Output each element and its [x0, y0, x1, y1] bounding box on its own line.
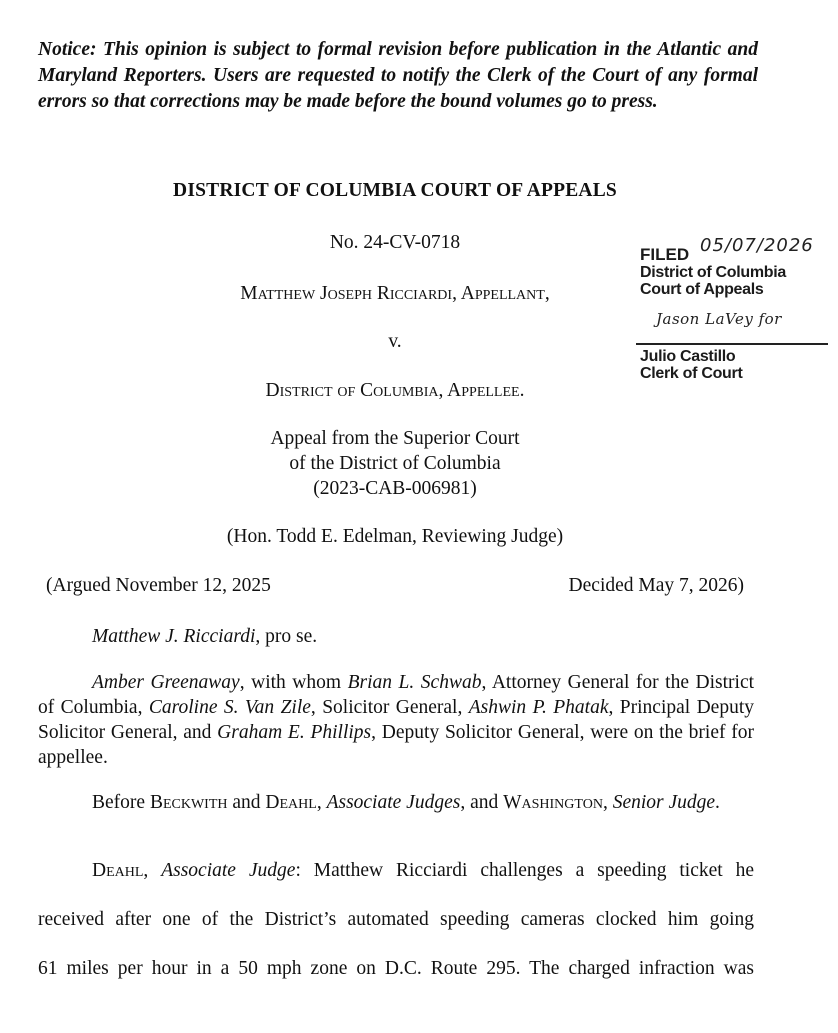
court-name: DISTRICT OF COLUMBIA COURT OF APPEALS: [173, 180, 617, 201]
counsel-appellant: Matthew J. Ricciardi, pro se.: [92, 626, 318, 647]
versus: v.: [388, 331, 402, 352]
counsel-appellee: Amber Greenaway, with whom Brian L. Schwab, Attorney General for the District of Columbia, Caroline S. Van Zile, Solicitor General, Ashwin P. Phatak, Principal Deputy Solicitor General, and Graham E. Phillips, Deputy Solicitor General, were on the brief for appellee.: [38, 672, 755, 768]
decided-date: Decided May 7, 2026): [568, 575, 744, 596]
argued-date: (Argued November 12, 2025: [46, 575, 271, 596]
filed-label: FILED: [640, 245, 690, 264]
clerk-signature: Jason LaVey for: [656, 310, 782, 328]
appeal-from-line-2: of the District of Columbia: [289, 453, 501, 474]
appellant-line: Matthew Joseph Ricciardi, Appellant,: [240, 283, 550, 304]
clerk-name: Julio Castillo: [640, 348, 736, 365]
stamp-court-line-2: Court of Appeals: [640, 281, 764, 298]
signature-rule: [636, 343, 828, 345]
opinion-line-3: 61 miles per hour in a 50 mph zone on D.C. Route 295. The charged infraction was: [38, 958, 754, 979]
reviewing-judge: (Hon. Todd E. Edelman, Reviewing Judge): [226, 526, 564, 547]
publication-notice: Notice: This opinion is subject to formal revision before publication in the Atlantic and Maryland Reporters. Users are requested to notify the Clerk of the Court of any formal errors so that corrections may be made before the bound volumes go to press.: [38, 39, 758, 112]
case-number: No. 24-CV-0718: [329, 232, 461, 253]
opinion-line-2: received after one of the District’s automated speeding cameras clocked him going: [38, 909, 754, 930]
counsel-name: Matthew J. Ricciardi: [92, 626, 256, 647]
lower-court-case-number: (2023-CAB-006981): [313, 478, 477, 499]
filed-stamp: [636, 235, 831, 385]
clerk-title: Clerk of Court: [640, 365, 743, 382]
opinion-line-1: Deahl, Associate Judge: Matthew Ricciardi challenges a speeding ticket he: [92, 860, 755, 881]
filed-date: 05/07/2026: [700, 235, 814, 256]
panel-line: Before Beckwith and Deahl, Associate Judges, and Washington, Senior Judge.: [92, 792, 720, 813]
appellee-line: District of Columbia, Appellee.: [265, 380, 525, 401]
stamp-court-line-1: District of Columbia: [640, 264, 787, 281]
appeal-from-line-1: Appeal from the Superior Court: [270, 428, 520, 449]
